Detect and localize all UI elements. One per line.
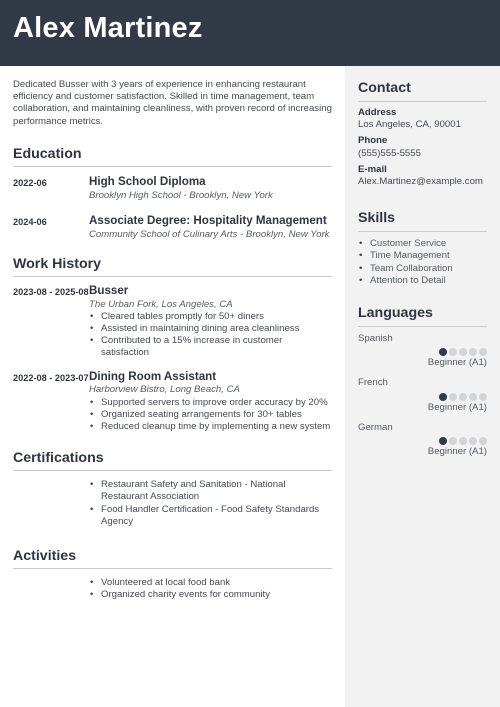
certifications-section xyxy=(13,450,332,528)
language-level: Beginner (A1) xyxy=(427,401,487,413)
language-rating xyxy=(358,437,487,445)
job-bullet: • Supported servers to improve order accuracy by 20% xyxy=(89,397,332,409)
rating-dot-empty xyxy=(449,393,457,401)
rating-dot-empty xyxy=(449,437,457,445)
contact-heading: Contact xyxy=(358,80,487,102)
skills-section xyxy=(358,210,487,287)
sidebar xyxy=(345,66,500,707)
rating-dot-empty xyxy=(459,437,467,445)
rating-dot-empty xyxy=(459,393,467,401)
phone-label: Phone xyxy=(358,135,388,147)
language-level: Beginner (A1) xyxy=(427,446,487,458)
activities-heading: Activities xyxy=(13,548,332,569)
language-name: Spanish xyxy=(358,333,393,345)
company-name: The Urban Fork, Los Angeles, CA xyxy=(89,298,233,310)
job-entry xyxy=(13,284,332,360)
job-bullet: • Assisted in maintaining dining area cleanliness xyxy=(89,323,332,335)
rating-dot-filled xyxy=(439,348,447,356)
certification-item: • Restaurant Safety and Sanitation - National Restaurant Association xyxy=(89,479,332,503)
email-value[interactable]: Alex.Martinez@example.com xyxy=(358,176,483,188)
work-history-section xyxy=(13,256,332,433)
degree-title: High School Diploma xyxy=(89,174,206,188)
phone-value: (555)555-5555 xyxy=(358,147,421,159)
rating-dot-filled xyxy=(439,393,447,401)
education-entry xyxy=(13,214,332,241)
work-history-heading: Work History xyxy=(13,256,332,277)
rating-dot-empty xyxy=(469,393,477,401)
contact-section xyxy=(358,80,487,188)
skill-item: • Customer Service xyxy=(358,238,487,250)
certifications-heading: Certifications xyxy=(13,450,332,471)
activity-item: • Volunteered at local food bank xyxy=(89,577,332,589)
language-item xyxy=(358,422,487,458)
skill-item: • Time Management xyxy=(358,250,487,262)
job-title: Dining Room Assistant xyxy=(89,369,217,383)
degree-title: Associate Degree: Hospitality Management xyxy=(89,213,327,227)
email-label: E-mail xyxy=(358,163,387,175)
education-section xyxy=(13,146,332,241)
resume-header xyxy=(0,0,500,66)
activities-section xyxy=(13,548,332,601)
activity-item: • Organized charity events for community xyxy=(89,589,332,601)
entry-date: 2023-08 - 2025-08 xyxy=(13,286,89,297)
school-name: Community School of Culinary Arts - Brooklyn, New York xyxy=(89,228,330,240)
language-item xyxy=(358,377,487,413)
entry-date: 2022-06 xyxy=(13,177,47,188)
language-name: German xyxy=(358,421,393,433)
skill-item: • Team Collaboration xyxy=(358,263,487,275)
rating-dot-empty xyxy=(469,348,477,356)
rating-dot-empty xyxy=(479,393,487,401)
skills-heading: Skills xyxy=(358,210,487,232)
job-title: Busser xyxy=(89,283,129,297)
entry-date: 2022-08 - 2023-07 xyxy=(13,372,89,383)
education-entry xyxy=(13,175,332,202)
language-rating xyxy=(358,348,487,356)
job-bullet: • Contributed to a 15% increase in customer satisfaction xyxy=(89,335,332,359)
job-bullet: • Reduced cleanup time by implementing a new system xyxy=(89,421,332,433)
skill-item: • Attention to Detail xyxy=(358,275,487,287)
main-column xyxy=(13,66,332,601)
language-level: Beginner (A1) xyxy=(427,357,487,369)
professional-summary: Dedicated Busser with 3 years of experience in enhancing restaurant efficiency and customer satisfaction. Skilled in time management, team collaboration, and maintaining cleanliness, with proven record of increasing performance metrics. xyxy=(13,79,332,127)
address-value: Los Angeles, CA, 90001 xyxy=(358,119,461,131)
education-heading: Education xyxy=(13,146,332,167)
rating-dot-empty xyxy=(469,437,477,445)
rating-dot-empty xyxy=(449,348,457,356)
certification-item: • Food Handler Certification - Food Safety Standards Agency xyxy=(89,504,332,528)
languages-heading: Languages xyxy=(358,305,487,327)
entry-date: 2024-06 xyxy=(13,216,47,227)
school-name: Brooklyn High School - Brooklyn, New York xyxy=(89,189,273,201)
rating-dot-filled xyxy=(439,437,447,445)
company-name: Harborview Bistro, Long Beach, CA xyxy=(89,384,240,396)
job-entry xyxy=(13,370,332,434)
rating-dot-empty xyxy=(479,437,487,445)
address-label: Address xyxy=(358,107,397,118)
language-name: French xyxy=(358,377,388,389)
rating-dot-empty xyxy=(459,348,467,356)
languages-section xyxy=(358,305,487,458)
job-bullet: • Cleared tables promptly for 50+ diners xyxy=(89,311,332,323)
language-item xyxy=(358,333,487,369)
rating-dot-empty xyxy=(479,348,487,356)
candidate-name: Alex Martinez xyxy=(13,12,203,44)
job-bullet: • Organized seating arrangements for 30+ tables xyxy=(89,409,332,421)
language-rating xyxy=(358,393,487,401)
